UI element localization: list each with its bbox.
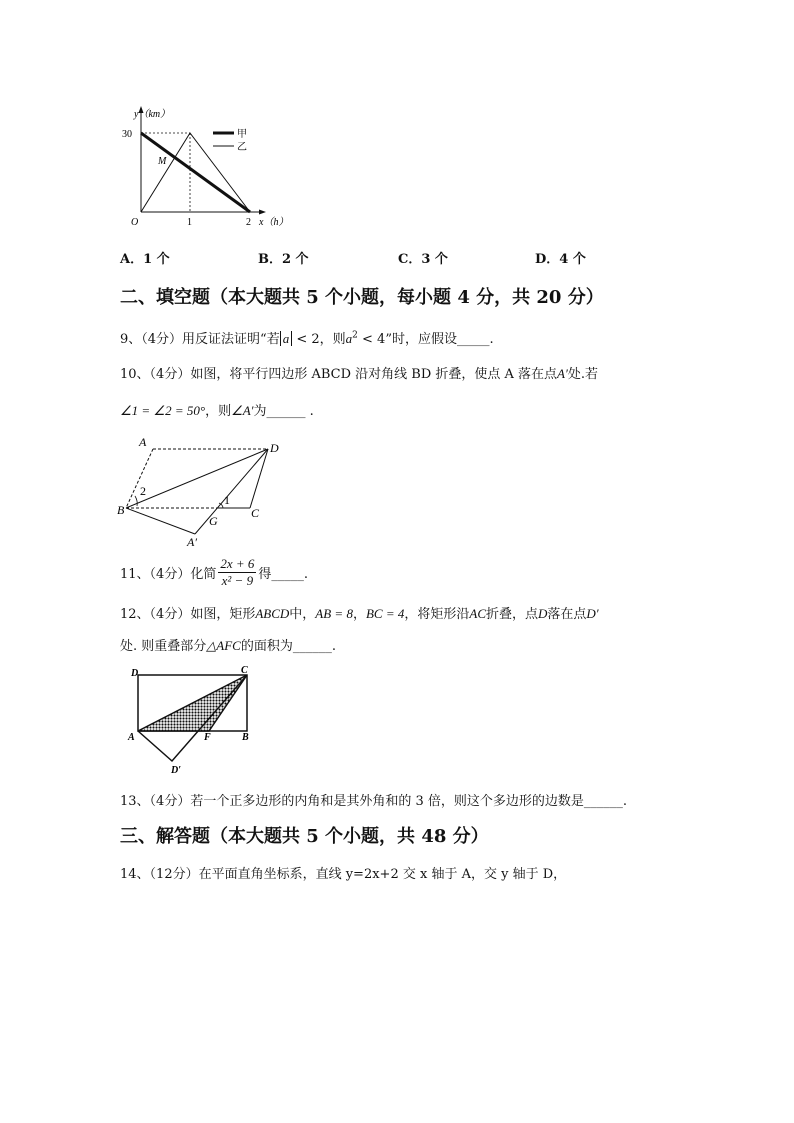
q10-angle-a-prime: ∠A′ xyxy=(231,403,254,418)
label-a: A xyxy=(128,732,135,743)
label-f: F xyxy=(204,732,211,743)
label-d-prime: D′ xyxy=(171,765,182,776)
label-d: D xyxy=(131,668,139,679)
q10-line1-prefix: 10、（4分）如图，将平行四边形 ABCD 沿对角线 BD 折叠，使点 A 落在点 xyxy=(120,367,558,382)
label-d: D xyxy=(270,441,279,455)
q10-line2-suffix: 为______ . xyxy=(253,404,314,419)
option-c: C．3 个 xyxy=(398,252,448,267)
label-c: C xyxy=(241,665,248,676)
y-axis-label: y（km） xyxy=(134,109,171,120)
section-2-title: 二、填空题（本大题共 5 个小题，每小题 4 分，共 20 分） xyxy=(120,287,604,308)
label-angle-1: 1 xyxy=(224,493,230,507)
question-10-line-1 xyxy=(120,363,598,382)
edge-aprime-d xyxy=(195,449,268,534)
rectangle-fold-figure xyxy=(125,663,260,778)
question-10-line-2 xyxy=(120,400,314,419)
question-13: 13、（4分）若一个正多边形的内角和是其外角和的 3 倍，则这个多边形的边数是______. xyxy=(120,794,627,809)
label-c: C xyxy=(251,506,260,520)
diagonal-bd xyxy=(126,449,268,508)
edge-cd xyxy=(250,449,268,508)
question-9 xyxy=(120,328,494,347)
x-axis-label: x（h） xyxy=(259,217,289,228)
question-12-line-2 xyxy=(120,635,336,654)
q9-ineq1: < 2，则 xyxy=(292,332,346,347)
label-b: B xyxy=(117,503,125,517)
label-a-prime: A′ xyxy=(187,535,197,548)
label-angle-2: 2 xyxy=(140,484,146,498)
q9-prefix: 9、（4分）用反证法证明“若 xyxy=(120,332,280,347)
q12-triangle: △AFC xyxy=(206,638,241,653)
line-jia xyxy=(141,133,250,212)
q11-prefix: 11、（4分）化简 xyxy=(120,567,217,582)
section-3-title: 三、解答题（本大题共 5 个小题，共 48 分） xyxy=(120,826,489,847)
q12-mid4: 落在点 xyxy=(547,607,587,622)
origin-label: O xyxy=(131,217,139,228)
q12-comma: ， xyxy=(352,607,366,622)
q10-a-prime: A′ xyxy=(557,366,568,381)
q9-a: a xyxy=(345,331,353,346)
q12-d: D xyxy=(538,606,548,621)
q10-line1-suffix: 处.若 xyxy=(567,367,598,382)
question-14: 14、（12分）在平面直角坐标系，直线 y=2x+2 交 x 轴于 A，交 y 轴于 D， xyxy=(120,867,567,882)
y-tick-30: 30 xyxy=(122,129,132,140)
q11-suffix: 得_____. xyxy=(258,567,309,582)
label-a: A xyxy=(139,435,147,449)
q9-suffix: ”时，应假设_____. xyxy=(385,332,494,347)
q12-bc: BC = 4 xyxy=(365,606,405,621)
q11-numerator: 2x + 6 xyxy=(220,556,255,571)
parallelogram-fold-figure xyxy=(115,433,295,548)
legend-yi-label: 乙 xyxy=(237,142,247,153)
option-b: B．2 个 xyxy=(258,252,309,267)
x-axis-arrow xyxy=(259,210,266,215)
q12-ac: AC xyxy=(469,606,486,621)
q9-abs-a: a xyxy=(280,331,293,346)
label-g: G xyxy=(209,514,218,528)
edge-b-aprime xyxy=(126,508,195,534)
q10-angles: ∠1 = ∠2 = 50° xyxy=(120,403,206,418)
question-11 xyxy=(120,556,308,589)
q11-fraction xyxy=(218,556,256,589)
q12-line2-suffix: 的面积为______. xyxy=(240,639,336,654)
q12-line1-prefix: 12、（4分）如图，矩形 xyxy=(120,607,256,622)
legend-jia-label: 甲 xyxy=(237,129,247,140)
q12-mid1: 中， xyxy=(289,607,316,622)
option-a: A．1 个 xyxy=(120,252,170,267)
q12-mid3: 折叠，点 xyxy=(486,607,539,622)
q12-ab: AB = 8 xyxy=(315,606,353,621)
point-m-label: M xyxy=(158,156,167,167)
question-12-line-1 xyxy=(120,603,599,622)
x-tick-2: 2 xyxy=(246,217,251,228)
edge-ab xyxy=(126,449,153,508)
x-tick-1: 1 xyxy=(187,217,192,228)
q12-line2-prefix: 处. 则重叠部分 xyxy=(120,639,207,654)
overlap-triangle-afc xyxy=(138,675,247,731)
q12-mid2: ，将矩形沿 xyxy=(404,607,470,622)
q9-ineq2: < 4 xyxy=(357,332,386,347)
q12-rect: ABCD xyxy=(255,606,290,621)
q9-sup: 2 xyxy=(352,330,358,341)
q11-denominator: x² − 9 xyxy=(221,573,254,588)
label-b: B xyxy=(242,732,249,743)
q10-line2-mid: ，则 xyxy=(205,404,232,419)
distance-time-graph xyxy=(120,100,300,232)
q12-d-prime: D′ xyxy=(586,606,599,621)
option-d: D．4 个 xyxy=(535,252,586,267)
